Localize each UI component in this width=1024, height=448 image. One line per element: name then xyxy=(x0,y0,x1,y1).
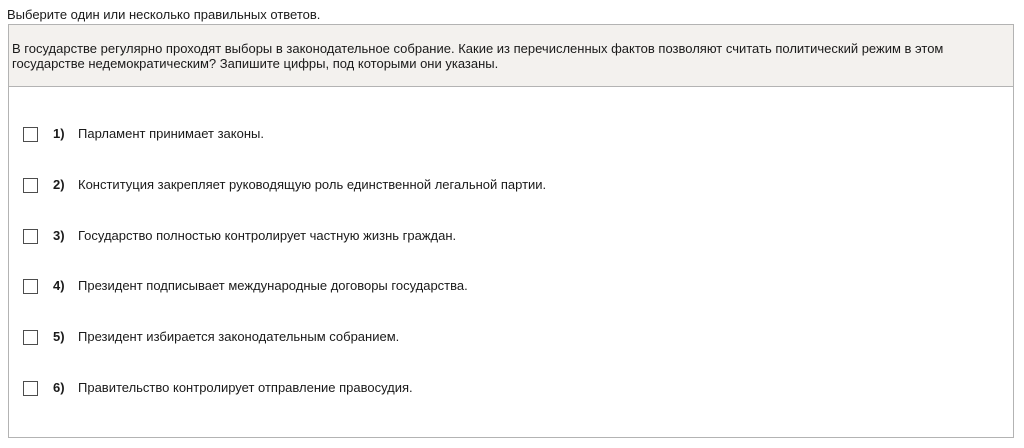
option-label: Президент избирается законодательным собранием. xyxy=(78,329,400,344)
option-number: 1) xyxy=(53,126,65,141)
option-3[interactable] xyxy=(9,225,1013,255)
option-label: Правительство контролирует отправление правосудия. xyxy=(78,380,413,395)
option-number: 4) xyxy=(53,278,65,293)
option-3-checkbox[interactable] xyxy=(23,229,38,244)
question-card xyxy=(8,24,1014,438)
question-text: В государстве регулярно проходят выборы в законодательное собрание. Какие из перечисленных фактов позволяют считать политический режим в этом государстве недемократическим? Запишите цифры, под которыми они указаны. xyxy=(9,25,1013,87)
option-5[interactable] xyxy=(9,326,1013,356)
option-label: Парламент принимает законы. xyxy=(78,126,264,141)
option-number: 2) xyxy=(53,177,65,192)
option-1-checkbox[interactable] xyxy=(23,127,38,142)
option-label: Конституция закрепляет руководящую роль единственной легальной партии. xyxy=(78,177,547,192)
option-number: 3) xyxy=(53,228,65,243)
option-number: 5) xyxy=(53,329,65,344)
option-2[interactable] xyxy=(9,174,1013,204)
option-6-checkbox[interactable] xyxy=(23,381,38,396)
option-label: Государство полностью контролирует частную жизнь граждан. xyxy=(78,228,457,243)
option-4[interactable] xyxy=(9,275,1013,305)
option-number: 6) xyxy=(53,380,65,395)
option-4-checkbox[interactable] xyxy=(23,279,38,294)
option-label: Президент подписывает международные договоры государства. xyxy=(78,278,468,293)
option-1[interactable] xyxy=(9,123,1013,153)
instruction-text: Выберите один или несколько правильных ответов. xyxy=(7,7,321,22)
option-5-checkbox[interactable] xyxy=(23,330,38,345)
option-2-checkbox[interactable] xyxy=(23,178,38,193)
option-6[interactable] xyxy=(9,377,1013,407)
